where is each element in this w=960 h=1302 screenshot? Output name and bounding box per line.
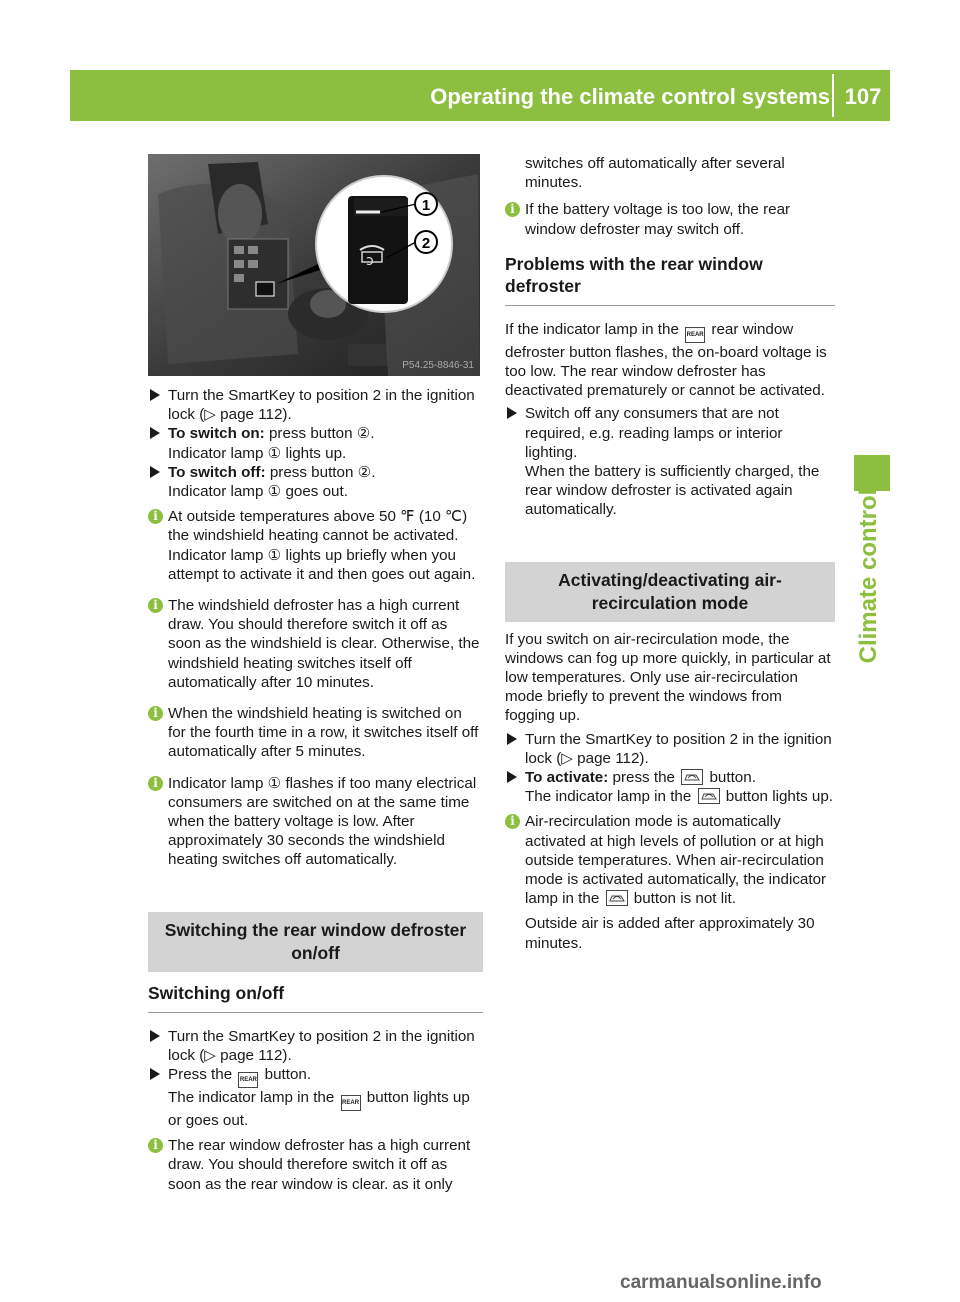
heading-rule: [505, 305, 835, 306]
step-arrow-icon: [150, 1030, 160, 1042]
info-note: i At outside temperatures above 50 ℉ (10 ℃) the windshield heating cannot be activated. Indicator lamp ① lights up briefly when you attempt to activate it and then goes out again.: [148, 507, 483, 584]
sub-heading-switching: Switching on/off: [148, 982, 285, 1003]
info-note: i If the battery voltage is too low, the rear window defroster may switch off.: [505, 200, 835, 238]
step-arrow-icon: [507, 771, 517, 783]
photo-callout-2: 2: [421, 235, 431, 252]
step-turn-key-2: Turn the SmartKey to position 2 in the ignition lock (▷ page 112).: [148, 1027, 483, 1065]
step-arrow-icon: [507, 407, 517, 419]
info-note: i When the windshield heating is switched on for the fourth time in a row, it switches itself off automatically after 5 minutes.: [148, 704, 483, 762]
step-arrow-icon: [150, 1068, 160, 1080]
info-icon: i: [148, 509, 163, 524]
watermark: carmanualsonline.info: [620, 1272, 822, 1293]
step-arrow-icon: [150, 389, 160, 401]
recirculation-icon: [698, 788, 720, 804]
step-turn-key-3: Turn the SmartKey to position 2 in the ignition lock (▷ page 112).: [505, 730, 835, 768]
info-icon: i: [505, 202, 520, 217]
step-switch-off: To switch off: press button ②. Indicator lamp ① goes out.: [148, 463, 483, 501]
info-icon: i: [148, 1138, 163, 1153]
info-icon: i: [505, 814, 520, 829]
step-switch-on: To switch on: press button ②. Indicator lamp ① lights up.: [148, 424, 483, 462]
info-icon: i: [148, 706, 163, 721]
step-turn-key: Turn the SmartKey to position 2 in the ignition lock (▷ page 112).: [148, 386, 483, 424]
rear-defroster-icon: REAR: [685, 327, 705, 343]
step-switch-off-consumers: Switch off any consumers that are not required, e.g. reading lamps or interior lighting. When the battery is sufficiently charged, the rear window defroster is activated again automatically.: [505, 404, 835, 519]
right-column: [505, 154, 835, 953]
section-title-rear-defroster: Switching the rear window defroster on/off: [148, 912, 483, 972]
step-activate: To activate: press the button. The indicator lamp in the button lights up.: [505, 768, 835, 806]
info-note: i Indicator lamp ① flashes if too many electrical consumers are switched on at the same time when the battery voltage is low. After approximately 30 seconds the windshield heating switches off automatically.: [148, 774, 483, 870]
svg-text:ↄ: ↄ: [366, 253, 374, 269]
rear-defroster-icon: REAR: [341, 1095, 361, 1111]
step-arrow-icon: [507, 733, 517, 745]
rear-defroster-icon: REAR: [238, 1072, 258, 1088]
photo-callout-1: 1: [421, 197, 431, 214]
chapter-tab: Climate control: [855, 488, 882, 664]
header-divider: [832, 74, 834, 117]
recirculation-icon: [681, 769, 703, 785]
heading-problems: Problems with the rear window defroster: [505, 253, 763, 296]
recirculation-paragraph: If you switch on air-recirculation mode, the windows can fog up more quickly, in particular at low temperatures. Only use air-recirculation mode briefly to prevent the windows from fogging up.: [505, 630, 831, 725]
section-title-air-recirculation: Activating/deactivating air-recirculation mode: [505, 562, 835, 622]
info-icon: i: [148, 598, 163, 613]
info-icon: i: [148, 776, 163, 791]
step-press-rear-button: Press the REAR button. The indicator lamp in the REAR button lights up or goes out.: [148, 1065, 483, 1130]
info-note: i Air-recirculation mode is automatically activated at high levels of pollution or at high outside temperatures. When air-recirculation mode is activated automatically, the indicator lamp in the button is not lit. Outside air is added after approximately 30 minutes.: [505, 812, 835, 952]
page-header-title: Operating the climate control systems: [430, 84, 830, 109]
defroster-button-photo: [148, 154, 480, 376]
step-arrow-icon: [150, 427, 160, 439]
problems-paragraph: If the indicator lamp in the REAR rear window defroster button flashes, the on-board voltage is too low. The rear window defroster has deactivated prematurely or cannot be activated.: [505, 320, 827, 400]
step-arrow-icon: [150, 466, 160, 478]
recirculation-icon: [606, 890, 628, 906]
photo-code: P54.25-8846-31: [402, 360, 474, 371]
page-number: 107: [844, 84, 882, 109]
info-note: i The windshield defroster has a high current draw. You should therefore switch it off as soon as the windshield is clear. Otherwise, the windshield heating switches itself off automatically after 10 minutes.: [148, 596, 483, 692]
heading-rule: [148, 1012, 483, 1013]
info-note: i The rear window defroster has a high current draw. You should therefore switch it off as soon as the rear window is clear. as it only: [148, 1136, 483, 1194]
continued-text: switches off automatically after several minutes.: [525, 155, 785, 192]
left-column: [148, 386, 483, 1194]
